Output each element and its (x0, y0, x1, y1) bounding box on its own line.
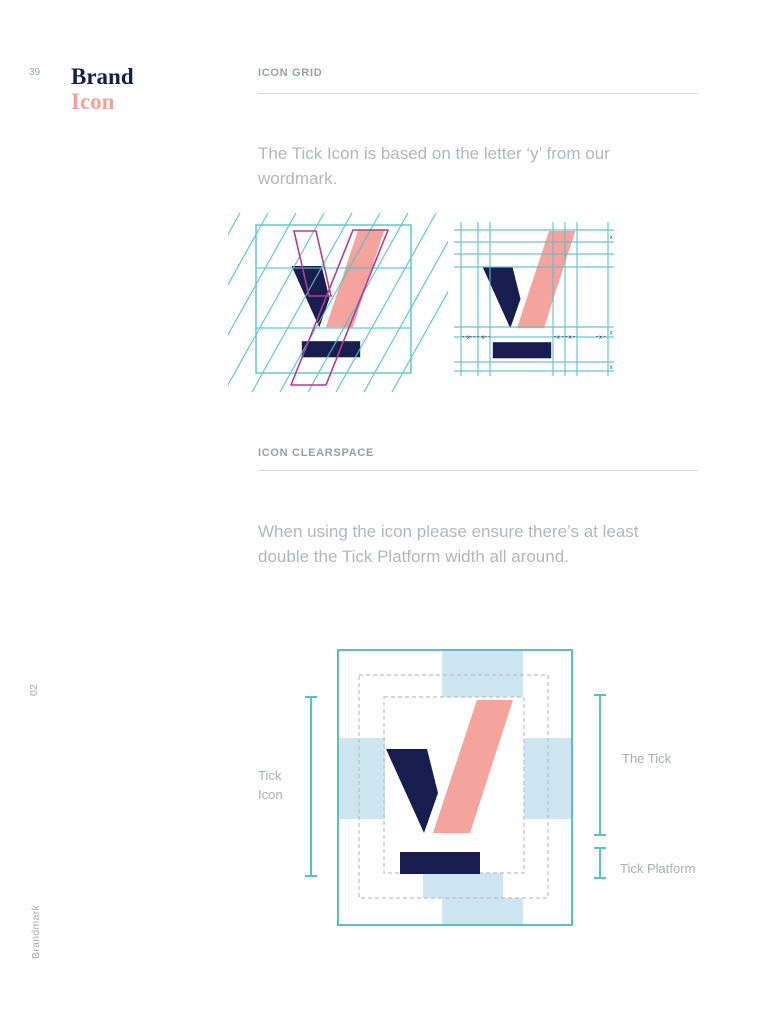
x-marker: x (609, 234, 613, 241)
tick-platform-shape (302, 341, 360, 357)
icon-grid-diagonal-diagram (228, 203, 448, 398)
x-marker: x (481, 334, 485, 341)
page-title-brand: Brand (71, 64, 134, 89)
x-marker: x (609, 329, 613, 337)
tick-icon-small (483, 231, 576, 358)
page-title-icon: Icon (71, 89, 115, 114)
tick-platform-shape (400, 852, 480, 874)
clearspace-block-top (442, 650, 523, 697)
icon-grid-heading: ICON GRID (258, 67, 323, 79)
tick-platform-shape (493, 342, 551, 358)
tick-icon-large (386, 700, 513, 874)
x-marker: x (556, 334, 560, 341)
clearspace-block-left (338, 738, 385, 819)
icon-clearspace-divider (258, 470, 698, 471)
page-number: 39 (29, 67, 41, 78)
x-marker: x (609, 364, 613, 371)
icon-grid-description: The Tick Icon is based on the letter ‘y’ from our wordmark. (258, 144, 610, 188)
tick-arm-shape (483, 267, 521, 328)
clearspace-block-bottom-outer (442, 898, 523, 925)
icon-clearspace-heading: ICON CLEARSPACE (258, 447, 375, 459)
clearspace-block-bottom-inner (423, 873, 503, 898)
clearspace-block-right (524, 738, 571, 819)
clearspace-diagram (300, 645, 620, 935)
tick-stroke-shape (433, 700, 513, 833)
icon-grid-rectangular-diagram (450, 205, 620, 385)
x-marker: x (568, 334, 572, 341)
x-marker: x (599, 334, 603, 341)
tick-stroke-shape (517, 231, 575, 328)
icon-grid-divider (258, 93, 698, 94)
section-number-vertical: 02 (28, 683, 40, 696)
x-marker: x (467, 334, 471, 341)
label-the-tick: The Tick (622, 751, 672, 766)
label-tick-icon: Tick Icon (258, 768, 283, 802)
label-tick-platform: Tick Platform (620, 861, 696, 876)
icon-clearspace-description: When using the icon please ensure there’s at least double the Tick Platform width all around. (258, 522, 639, 566)
footer-brandmark-vertical: Brandmark (30, 904, 42, 959)
tick-arm-shape (386, 749, 438, 833)
page-title (71, 64, 134, 114)
